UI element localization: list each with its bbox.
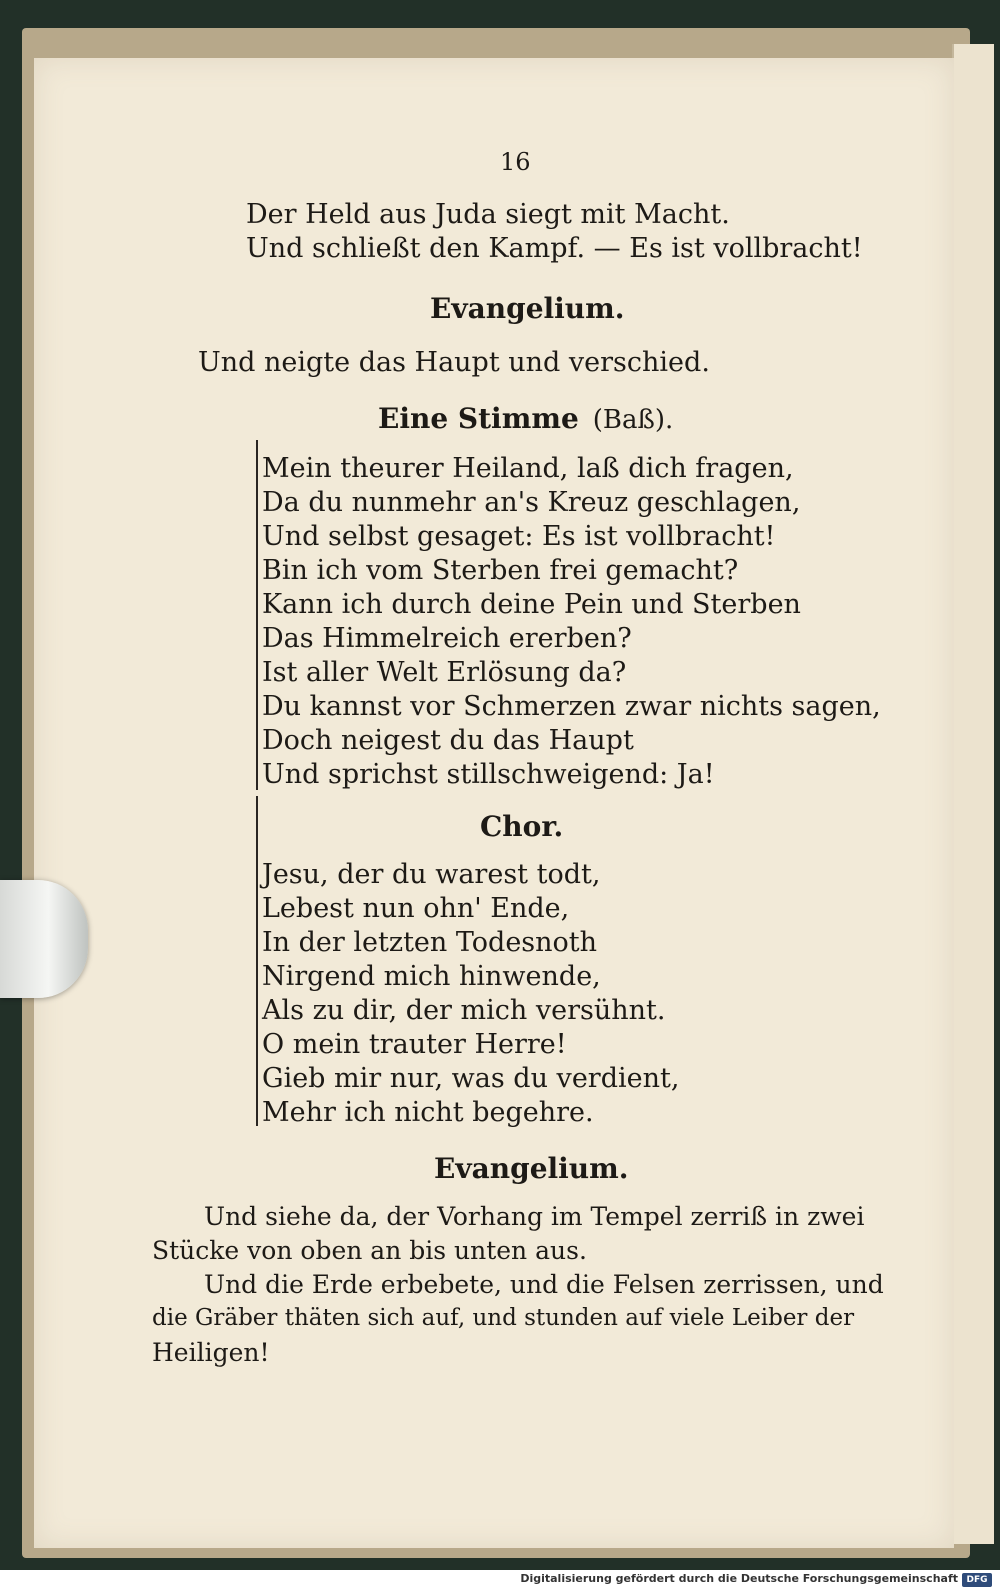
chor-bracket <box>256 796 258 1126</box>
chor-line: O mein trauter Herre! <box>262 1029 567 1060</box>
voice-line: Du kannst vor Schmerzen zwar nichts sagen, <box>262 691 881 722</box>
voice-line: Kann ich durch deine Pein und Sterben <box>262 589 801 620</box>
voice-line: Mein theurer Heiland, laß dich fragen, <box>262 453 794 484</box>
gospel-text: Heiligen! <box>152 1338 270 1367</box>
voice-line: Bin ich vom Sterben frei gemacht? <box>262 555 739 586</box>
voice-heading-note: (Baß). <box>592 405 674 435</box>
chor-heading: Chor. <box>480 810 564 843</box>
gospel-text: Und neigte das Haupt und verschied. <box>198 347 710 378</box>
section-heading: Evangelium. <box>430 292 625 325</box>
chor-line: Mehr ich nicht begehre. <box>262 1097 594 1128</box>
gospel-text: Und die Erde erbebete, und die Felsen zerrissen, und <box>204 1270 884 1299</box>
chor-line: Jesu, der du warest todt, <box>262 859 601 890</box>
voice-heading: Eine Stimme <box>378 402 579 435</box>
voice-bracket <box>256 440 258 790</box>
page-number: 16 <box>500 148 531 176</box>
chor-line: Gieb mir nur, was du verdient, <box>262 1063 680 1094</box>
voice-line: Und sprichst stillschweigend: Ja! <box>262 759 715 790</box>
voice-heading-row <box>378 402 673 435</box>
verse-line: Der Held aus Juda siegt mit Macht. <box>246 199 730 230</box>
verse-line: Und schließt den Kampf. — Es ist vollbracht! <box>246 233 863 264</box>
voice-line: Ist aller Welt Erlösung da? <box>262 657 627 688</box>
voice-line: Doch neigest du das Haupt <box>262 725 634 756</box>
dfg-logo: DFG <box>962 1573 992 1587</box>
gospel-text: Und siehe da, der Vorhang im Tempel zerriß in zwei <box>204 1202 865 1231</box>
chor-line: In der letzten Todesnoth <box>262 927 598 958</box>
section-heading: Evangelium. <box>434 1152 629 1185</box>
digitization-credit: Digitalisierung gefördert durch die Deutsche Forschungsgemeinschaft <box>520 1572 958 1585</box>
voice-line: Das Himmelreich ererben? <box>262 623 632 654</box>
gospel-text: die Gräber thäten sich auf, und stunden auf viele Leiber der <box>152 1305 855 1331</box>
gospel-text: Stücke von oben an bis unten aus. <box>152 1236 587 1265</box>
voice-line: Da du nunmehr an's Kreuz geschlagen, <box>262 487 801 518</box>
voice-line: Und selbst gesaget: Es ist vollbracht! <box>262 521 776 552</box>
next-page-edge <box>952 44 994 1544</box>
chor-line: Als zu dir, der mich versühnt. <box>262 995 666 1026</box>
chor-line: Lebest nun ohn' Ende, <box>262 893 570 924</box>
page-clip <box>0 880 88 998</box>
chor-line: Nirgend mich hinwende, <box>262 961 601 992</box>
